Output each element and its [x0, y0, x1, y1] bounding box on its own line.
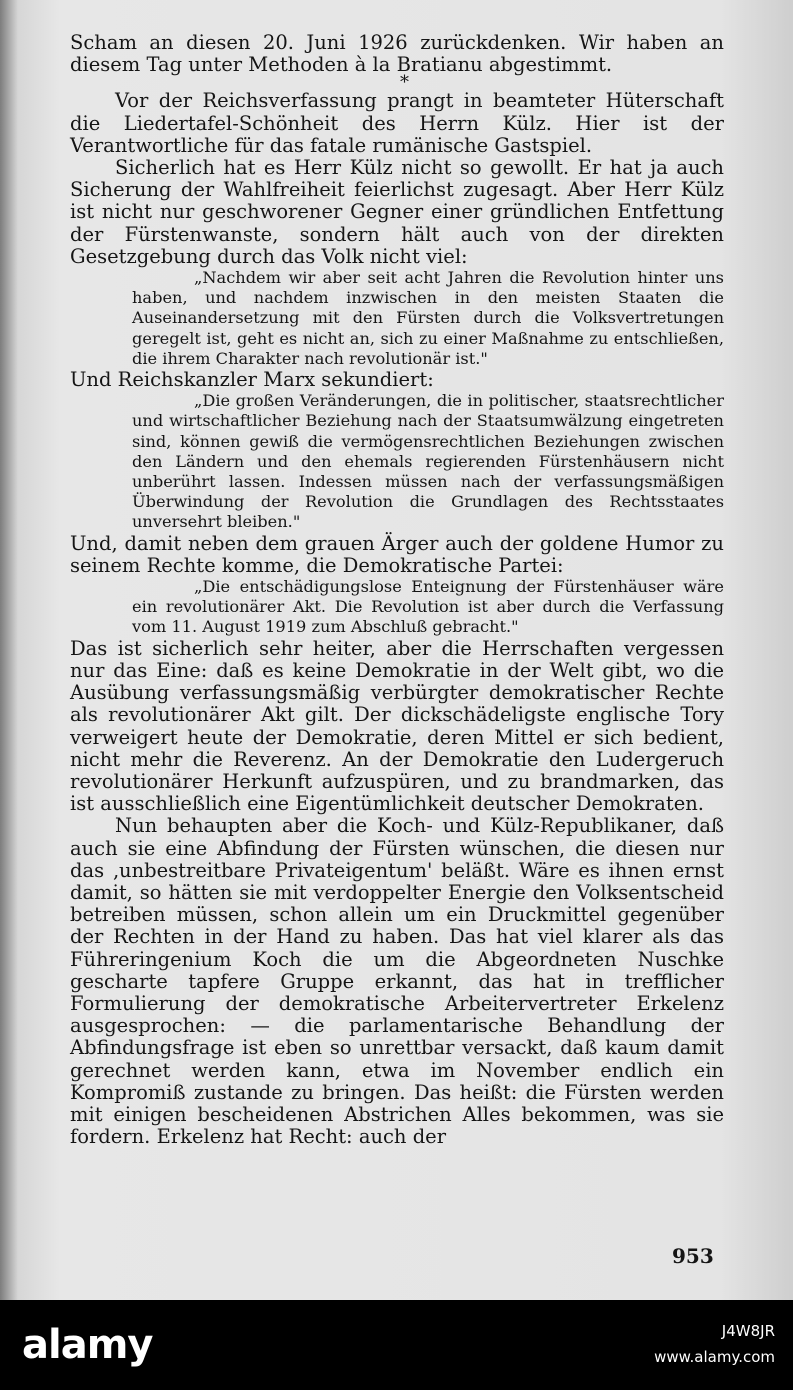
body-paragraph: Vor der Reichsverfassung prangt in beamteter Hüterschaft die Liedertafel-Schönheit des Herrn Külz. Hier ist der Verantwortliche für das fatale rumänische Gastspiel.	[70, 89, 724, 157]
body-paragraph: Scham an diesen 20. Juni 1926 zurückdenken. Wir haben an diesem Tag unter Methoden à la Bratianu abgestimmt.	[70, 31, 724, 77]
section-separator: *	[400, 72, 409, 94]
page-text-block	[70, 32, 724, 1148]
page-number: 953	[672, 1244, 714, 1268]
watermark-footer	[0, 1300, 793, 1390]
body-paragraph: Nun behaupten aber die Koch- und Külz-Republikaner, daß auch sie eine Abfindung der Fürsten wünschen, die diesen nur das ‚unbestreitbare Privateigentum' beläßt. Wäre es ihnen ernst damit, so hätten sie mit verdoppelter Energie den Volksentscheid betreiben müssen, schon allein um ein Druckmittel gegenüber der Rechten in der Hand zu haben. Das hat viel klarer als das Führeringenium Koch die um die Abgeordneten Nuschke gescharte tapfere Gruppe erkannt, das hat in trefflicher Formulierung der demokratische Arbeitervertreter Erkelenz ausgesprochen: — die parlamentarische Behandlung der Abfindungsfrage ist eben so unrettbar versackt, daß kaum damit gerechnet werden kann, etwa im November endlich ein Kompromiß zustande zu bringen. Das heißt: die Fürsten werden mit einigen bescheidenen Abstrichen Alles bekommen, was sie fordern. Erkelenz hat Recht: auch der	[70, 814, 724, 1149]
block-quote: „Nachdem wir aber seit acht Jahren die Revolution hinter uns haben, und nachdem inzwischen in den meisten Staaten die Auseinandersetzung mit den Fürsten durch die Volksvertretungen geregelt ist, geht es nicht an, sich zu einer Maßnahme zu entschließen, die ihrem Charakter nach revolutionär ist."	[132, 268, 724, 368]
body-paragraph: Sicherlich hat es Herr Külz nicht so gewollt. Er hat ja auch Sicherung der Wahlfreiheit feierlichst zugesagt. Aber Herr Külz ist nicht nur geschworener Gegner einer gründlichen Entfettung der Fürstenwanste, sondern hält auch von der direkten Gesetzgebung durch das Volk nicht viel:	[70, 156, 724, 268]
body-paragraph: Das ist sicherlich sehr heiter, aber die Herrschaften vergessen nur das Eine: daß es keine Demokratie in der Welt gibt, wo die Ausübung verfassungsmäßig verbürgter demokratischer Rechte als revolutionärer Akt gilt. Der dickschädeligste englische Tory verweigert heute der Demokratie, deren Mittel er sich bedient, nicht mehr die Reverenz. An der Demokratie den Ludergeruch revolutionärer Herkunft aufzuspüren, und zu brandmarken, das ist ausschließlich eine Eigentümlichkeit deutscher Demokraten.	[70, 636, 724, 816]
body-paragraph: Und, damit neben dem grauen Ärger auch der goldene Humor zu seinem Rechte komme, die Demokratische Partei:	[70, 531, 724, 577]
block-quote: „Die großen Veränderungen, die in politischer, staatsrechtlicher und wirtschaftlicher Beziehung nach der Staatsumwälzung eingetreten sind, können gewiß die vermögensrechtlichen Beziehungen zwischen den Ländern und den ehemals regierenden Fürstenhäusern nicht unberührt lassen. Indessen müssen nach der verfassungsmäßigen Überwindung der Revolution die Grundlagen des Rechtsstaates unversehrt bleiben."	[132, 391, 724, 532]
alamy-logo: alamy	[22, 1322, 153, 1368]
body-paragraph: Und Reichskanzler Marx sekundiert:	[70, 368, 434, 392]
block-quote: „Die entschädigungslose Enteignung der Fürstenhäuser wäre ein revolutionärer Akt. Die Revolution ist aber durch die Verfassung vom 11. August 1919 zum Abschluß gebracht."	[132, 577, 724, 637]
image-id: J4W8JR	[721, 1322, 775, 1340]
site-url: www.alamy.com	[654, 1348, 775, 1366]
